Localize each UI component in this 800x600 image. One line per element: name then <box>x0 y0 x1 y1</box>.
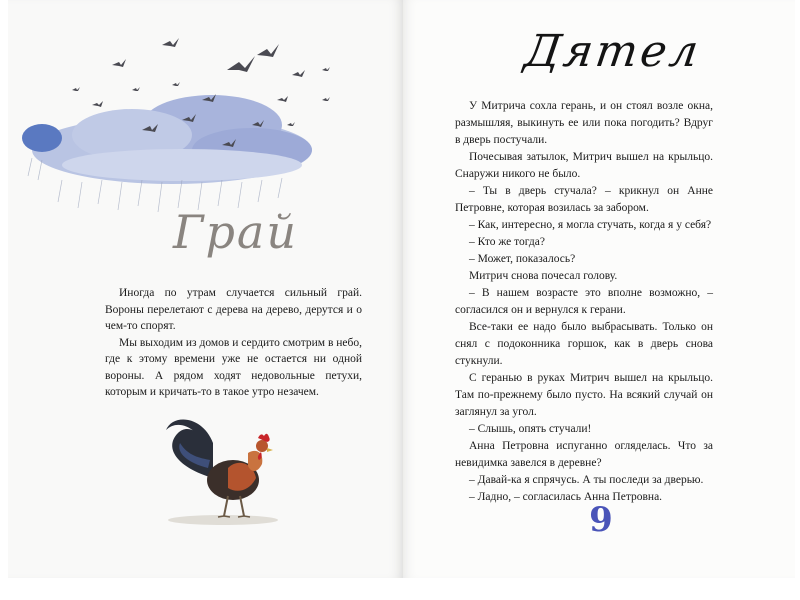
right-page-text <box>455 98 713 506</box>
paragraph: – Слышь, опять стучали! <box>469 423 592 435</box>
paragraph: – Давай-ка я спрячусь. А ты последи за дверью. <box>469 474 704 486</box>
paragraph: У Митрича сохла герань, и он стоял возле окна, размышляя, выкинуть ее или пока погодить? Вдруг в дверь постучали. <box>455 100 713 146</box>
crows-and-cloud-illustration <box>22 30 352 230</box>
paragraph: – В нашем возрасте это вполне возможно, – согласился он и вернулся к герани. <box>455 287 713 316</box>
paragraph: Почесывая затылок, Митрич вышел на крыльцо. Снаружи никого не было. <box>455 151 713 180</box>
left-page-title: Грай <box>173 205 298 259</box>
paragraph: – Ты в дверь стучала? – крикнул он Анне Петровне, которая возилась за забором. <box>455 185 713 214</box>
page-number: 9 <box>589 500 613 540</box>
paragraph: Митрич снова почесал голову. <box>469 270 618 282</box>
rooster-illustration <box>158 408 288 528</box>
left-page <box>8 0 403 578</box>
paragraph: Все-таки ее надо было выбрасывать. Только он снял с подоконника горшок, как в дверь снова стукнули. <box>455 321 713 367</box>
paragraph: Мы выходим из домов и сердито смотрим в небо, где к этому времени уже не остается ни одной вороны. А рядом ходят недовольные петухи, которым и кричать-то в такое утро незачем. <box>105 336 362 398</box>
paragraph: – Кто же тогда? <box>469 236 545 248</box>
right-page-title: Дятел <box>521 26 705 77</box>
left-page-text <box>105 285 362 401</box>
paragraph: Анна Петровна испуганно огляделась. Что за невидимка завелся в деревне? <box>455 440 713 469</box>
paragraph: – Ладно, – согласилась Анна Петровна. <box>469 491 663 503</box>
paragraph: – Как, интересно, я могла стучать, когда я у себя? <box>469 219 712 231</box>
paragraph: – Может, показалось? <box>469 253 576 265</box>
paragraph: С геранью в руках Митрич вышел на крыльцо. Там по-прежнему было пусто. На всякий случай он заглянул за угол. <box>455 372 713 418</box>
paragraph: Иногда по утрам случается сильный грай. Вороны перелетают с дерева на дерево, дерутся и о чем-то спорят. <box>105 287 362 332</box>
